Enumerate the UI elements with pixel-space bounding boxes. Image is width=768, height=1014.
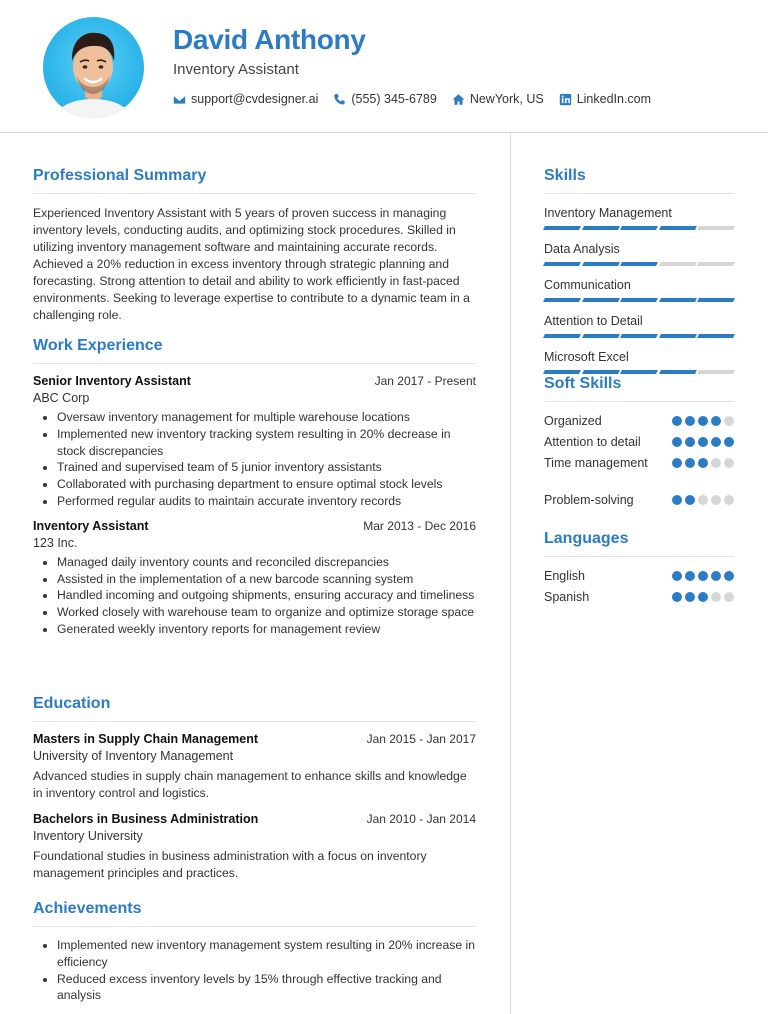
- skill-level-segment: [543, 370, 580, 374]
- rating-label: Spanish: [544, 590, 590, 604]
- rating-dots: [672, 416, 734, 426]
- skill-name: Communication: [544, 278, 631, 292]
- rating-label: Organized: [544, 414, 602, 428]
- school-name: University of Inventory Management: [33, 749, 234, 763]
- rating-row: [544, 569, 734, 583]
- skill-level-bar: [544, 298, 734, 302]
- rating-dot: [724, 458, 734, 468]
- summary-text: Experienced Inventory Assistant with 5 years of proven success in managing inventory levels, conducting audits, and optimizing stock procedures. Skilled in utilizing inventory management software and maintaining accurate records. Achieved a 20% reduction in excess inventory through strategic planning and forecasting. Strong attention to detail and ability to work efficiently in fast-paced environments. Seeking to leverage expertise to contribute to a dynamic team in a challenging role.: [33, 206, 470, 322]
- rating-dot: [698, 495, 708, 505]
- rating-row: [544, 435, 734, 449]
- rating-dots: [672, 592, 734, 602]
- job-date: Mar 2013 - Dec 2016: [363, 518, 476, 533]
- skill-level-segment: [543, 298, 580, 302]
- rating-dot: [672, 495, 682, 505]
- skill-level-segment: [582, 370, 619, 374]
- contact-phone-text: (555) 345-6789: [351, 92, 437, 106]
- skill-level-bar: [544, 226, 734, 230]
- skills-heading: Skills: [544, 167, 734, 194]
- rating-dot: [711, 437, 721, 447]
- education-heading: Education: [33, 695, 476, 722]
- skill-level-segment: [582, 334, 619, 338]
- skills-list: [544, 206, 734, 374]
- list-item: Worked closely with warehouse team to organize and optimize storage space: [33, 604, 476, 621]
- skill-level-segment: [543, 226, 580, 230]
- phone-icon: [333, 93, 346, 106]
- skill-level-segment: [659, 226, 696, 230]
- rating-dot: [685, 571, 695, 581]
- rating-dot: [711, 416, 721, 426]
- list-item: Trained and supervised team of 5 junior inventory assistants: [33, 459, 476, 476]
- resume-header: [0, 0, 768, 133]
- rating-row: [544, 590, 734, 604]
- rating-label: Time management: [544, 456, 648, 470]
- linkedin-icon: [559, 93, 572, 106]
- rating-label: Problem-solving: [544, 493, 634, 507]
- summary-section: [33, 167, 476, 324]
- candidate-name: David Anthony: [173, 24, 366, 55]
- job-company: ABC Corp: [33, 391, 90, 405]
- skill-level-segment: [620, 298, 657, 302]
- rating-dot: [698, 592, 708, 602]
- languages-heading: Languages: [544, 530, 734, 557]
- skill-item: [544, 350, 734, 374]
- list-item: Managed daily inventory counts and reconciled discrepancies: [33, 554, 476, 571]
- rating-row: [544, 493, 734, 507]
- skill-level-segment: [620, 226, 657, 230]
- languages-list: [544, 569, 734, 604]
- contact-location-text: NewYork, US: [469, 92, 544, 106]
- rating-dot: [711, 592, 721, 602]
- skill-item: [544, 314, 734, 338]
- list-item: Generated weekly inventory reports for management review: [33, 621, 476, 638]
- profile-photo: [43, 17, 144, 118]
- list-item: Handled incoming and outgoing shipments, ensuring accuracy and timeliness: [33, 587, 476, 604]
- list-item: Reduced excess inventory levels by 15% through effective tracking and analysis: [33, 971, 476, 1005]
- achievements-heading: Achievements: [33, 900, 476, 927]
- skill-level-segment: [659, 298, 696, 302]
- skill-level-segment: [659, 370, 696, 374]
- rating-dot: [672, 437, 682, 447]
- skill-level-segment: [543, 262, 580, 266]
- rating-dot: [724, 416, 734, 426]
- job-date: Jan 2017 - Present: [374, 374, 476, 388]
- skill-level-segment: [697, 226, 734, 230]
- job-entry: [33, 374, 476, 510]
- degree-name: Bachelors in Business Administration: [33, 812, 259, 826]
- skill-level-segment: [582, 298, 619, 302]
- rating-dot: [685, 592, 695, 602]
- rating-dot: [685, 416, 695, 426]
- home-icon: [452, 93, 465, 106]
- languages-section: [544, 530, 734, 604]
- education-description: Foundational studies in business administration with a focus on inventory management principles and practices.: [33, 849, 427, 880]
- contact-list: [173, 92, 666, 106]
- job-role: Inventory Assistant: [33, 518, 149, 533]
- rating-dot: [672, 571, 682, 581]
- contact-linkedin-text: LinkedIn.com: [576, 92, 652, 106]
- rating-dot: [672, 592, 682, 602]
- skill-level-segment: [620, 370, 657, 374]
- rating-dot: [711, 571, 721, 581]
- skill-item: [544, 206, 734, 230]
- education-entry: [33, 812, 476, 882]
- rating-row: [544, 414, 734, 428]
- contact-email-text: support@cvdesigner.ai: [191, 92, 319, 106]
- rating-dots: [672, 495, 734, 505]
- rating-dot: [698, 571, 708, 581]
- contact-phone[interactable]: [333, 92, 436, 106]
- list-item: Collaborated with purchasing department to ensure optimal stock levels: [33, 476, 476, 493]
- education-section: [33, 695, 476, 882]
- skill-level-bar: [544, 370, 734, 374]
- candidate-title: Inventory Assistant: [173, 61, 299, 78]
- rating-dot: [672, 458, 682, 468]
- contact-email[interactable]: [173, 92, 318, 106]
- skill-name: Inventory Management: [544, 206, 672, 220]
- education-entry: [33, 732, 476, 802]
- skill-level-segment: [582, 262, 619, 266]
- column-divider: [510, 133, 511, 1014]
- degree-name: Masters in Supply Chain Management: [33, 732, 259, 746]
- soft-skills-section: [544, 375, 734, 507]
- list-item: Implemented new inventory management system resulting in 20% increase in efficiency: [33, 937, 476, 971]
- rating-dot: [698, 458, 708, 468]
- rating-dot: [724, 437, 734, 447]
- job-role: Senior Inventory Assistant: [33, 374, 191, 388]
- summary-heading: Professional Summary: [33, 167, 476, 194]
- rating-dot: [711, 495, 721, 505]
- school-name: Inventory University: [33, 829, 143, 843]
- rating-label: English: [544, 569, 585, 583]
- job-entry: [33, 519, 476, 638]
- rating-dot: [685, 458, 695, 468]
- skill-level-segment: [697, 334, 734, 338]
- job-company: 123 Inc.: [33, 535, 78, 550]
- skill-level-segment: [659, 262, 696, 266]
- skill-name: Attention to Detail: [544, 314, 643, 328]
- rating-dot: [685, 437, 695, 447]
- skill-level-segment: [620, 262, 657, 266]
- list-item: Performed regular audits to maintain accurate inventory records: [33, 493, 476, 510]
- soft-skills-list: [544, 414, 734, 507]
- skill-level-segment: [697, 262, 734, 266]
- rating-dot: [698, 416, 708, 426]
- skill-level-segment: [620, 334, 657, 338]
- rating-dots: [672, 437, 734, 447]
- experience-heading: Work Experience: [33, 337, 476, 364]
- education-date: Jan 2015 - Jan 2017: [366, 732, 476, 746]
- skill-item: [544, 278, 734, 302]
- rating-dots: [672, 571, 734, 581]
- rating-dot: [724, 571, 734, 581]
- skill-level-segment: [697, 370, 734, 374]
- skill-level-segment: [543, 334, 580, 338]
- list-item: Implemented new inventory tracking system resulting in 20% decrease in stock discrepancies: [33, 426, 476, 460]
- contact-location: [452, 92, 544, 106]
- rating-label: Attention to detail: [544, 435, 641, 449]
- education-description: Advanced studies in supply chain management to enhance skills and knowledge in inventory control and logistics.: [33, 769, 467, 800]
- skill-level-segment: [697, 298, 734, 302]
- envelope-icon: [173, 93, 186, 106]
- list-item: Oversaw inventory management for multiple warehouse locations: [33, 409, 476, 426]
- rating-dots: [672, 458, 734, 468]
- skill-name: Data Analysis: [544, 242, 620, 256]
- skill-level-bar: [544, 334, 734, 338]
- rating-dot: [724, 495, 734, 505]
- list-item: Assisted in the implementation of a new barcode scanning system: [33, 571, 476, 588]
- rating-dot: [711, 458, 721, 468]
- rating-dot: [672, 416, 682, 426]
- skill-item: [544, 242, 734, 266]
- rating-dot: [685, 495, 695, 505]
- skill-level-segment: [659, 334, 696, 338]
- soft-skills-heading: Soft Skills: [544, 375, 734, 402]
- rating-row: [544, 456, 734, 470]
- rating-dot: [724, 592, 734, 602]
- achievements-section: [33, 900, 476, 1004]
- experience-section: [33, 337, 476, 638]
- avatar: [43, 17, 144, 118]
- achievements-list: [33, 937, 476, 1004]
- skill-name: Microsoft Excel: [544, 350, 629, 364]
- skill-level-segment: [582, 226, 619, 230]
- contact-linkedin[interactable]: [559, 92, 651, 106]
- education-date: Jan 2010 - Jan 2014: [366, 812, 476, 826]
- job-bullets: [33, 409, 476, 510]
- skill-level-bar: [544, 262, 734, 266]
- job-bullets: [33, 554, 476, 638]
- rating-dot: [698, 437, 708, 447]
- skills-section: [544, 167, 734, 374]
